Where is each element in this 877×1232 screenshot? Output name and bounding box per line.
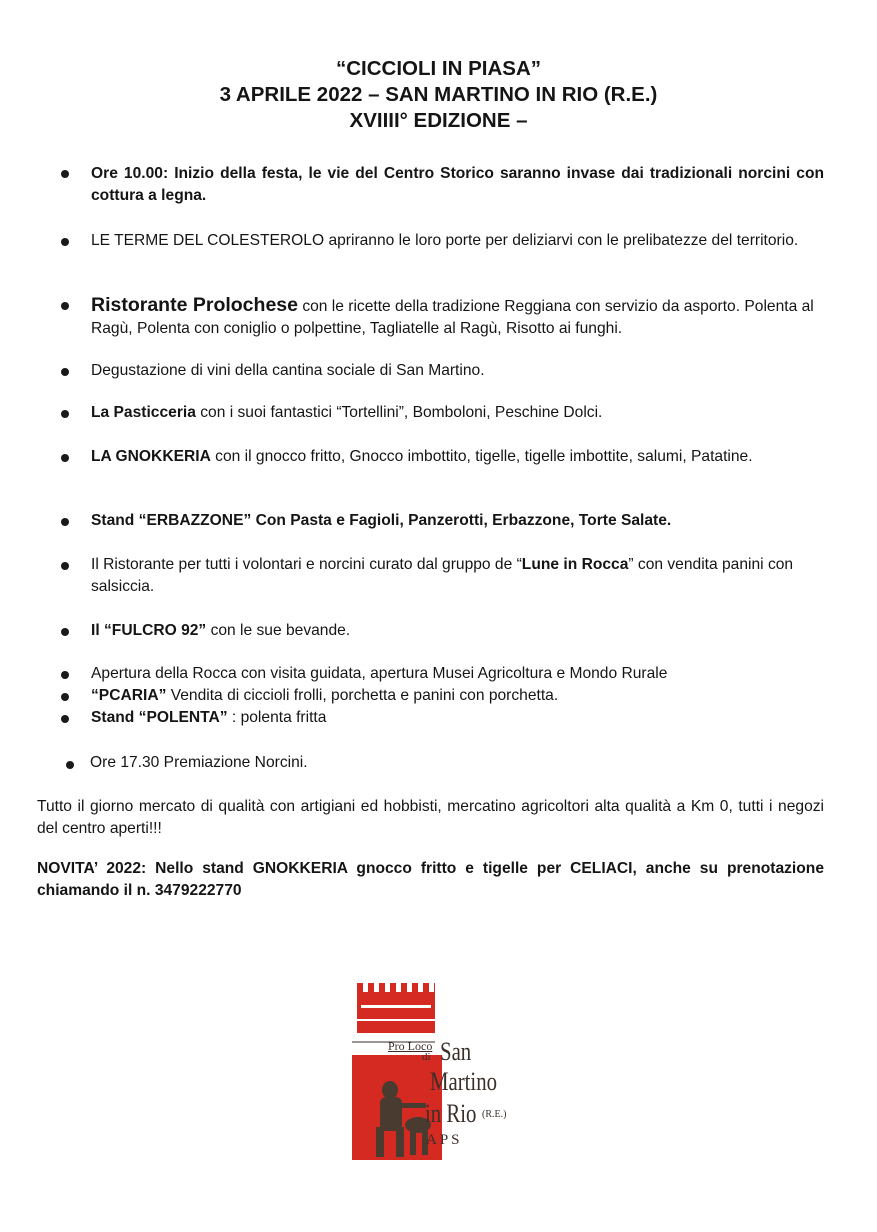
list-item-ristorante [91,294,824,340]
logo-pro-loco: Pro Loco [388,1039,433,1053]
item-text: Ore 17.30 Premiazione Norcini. [90,754,308,771]
bullet-4 [61,368,69,376]
market-paragraph [37,796,824,840]
item-title: LA GNOKKERIA [91,448,211,465]
list-item-premiazione [90,752,823,774]
logo-aps: APS [426,1132,463,1148]
list-item-rocca [91,663,824,685]
logo-re: (R.E.) [482,1109,507,1120]
logo-di: di [422,1051,431,1063]
item-title: Lune in Rocca [521,556,629,573]
bullet-5 [61,410,69,418]
item-text: Il Ristorante per tutti i volontari e norcini curato dal gruppo de “ [91,556,522,573]
item-text: Ore 10.00: Inizio della festa, le vie del Centro Storico saranno invase dai tradizionali norcini con cottura a legna. [91,165,824,204]
logo-san: San [440,1037,472,1066]
event-date-location: 3 APRILE 2022 – SAN MARTINO IN RIO (R.E.) [219,83,658,106]
logo-in-rio: in Rio [425,1099,477,1128]
item-text: con le sue bevande. [206,622,351,639]
event-edition: XVIIII° EDIZIONE – [349,109,528,132]
item-text-end: ” con vendita panini con salsiccia. [91,556,794,595]
bullet-7 [61,518,69,526]
bullet-3 [61,302,69,310]
item-title: “PCARIA” [91,687,167,704]
item-title: Il “FULCRO 92” [91,622,207,639]
list-item-pasticceria [91,402,824,424]
market-text: Tutto il giorno mercato di qualità con artigiani ed hobbisti, mercatino agricoltori alta qualità a Km 0, tutti i negozi del centro aperti!!! [37,798,824,837]
item-text: Vendita di ciccioli frolli, porchetta e panini con porchetta. [166,687,559,704]
list-item-degustazione [91,360,824,382]
item-text: Apertura della Rocca con visita guidata, apertura Musei Agricoltura e Mondo Rurale [91,665,668,682]
list-item-ristorante-volontari [91,554,824,598]
bullet-1 [61,170,69,178]
novita-paragraph [37,858,824,902]
item-text: LE TERME DEL COLESTEROLO apriranno le loro porte per deliziarvi con le prelibatezze del territorio. [91,232,799,249]
item-text: con le ricette della tradizione Reggiana con servizio da asporto. Polenta al Ragù, Polenta con coniglio o polpettine, Tagliatelle al Ragù, Risotto ai funghi. [91,298,814,337]
bullet-13 [66,761,74,769]
list-item-opening [91,163,824,207]
list-item-polenta [91,707,824,729]
item-text: con i suoi fantastici “Tortellini”, Bomboloni, Peschine Dolci. [195,404,603,421]
item-title: Ristorante Prolochese [91,294,298,316]
list-item-gnokkeria [91,446,824,468]
item-text: : polenta fritta [227,709,327,726]
item-text: Degustazione di vini della cantina sociale di San Martino. [91,362,485,379]
list-item-fulcro [91,620,824,642]
logo-arches [361,1005,431,1008]
item-text: Stand “ERBAZZONE” Con Pasta e Fagioli, Panzerotti, Erbazzone, Torte Salate. [91,512,672,529]
event-title: “CICCIOLI IN PIASA” [335,57,541,80]
list-item-erbazzone [91,510,824,532]
list-item-pcaria [91,685,824,707]
bullet-12 [61,715,69,723]
item-title: La Pasticceria [91,404,196,421]
logo-martino: Martino [430,1067,498,1096]
item-title: Stand “POLENTA” [91,709,228,726]
bullet-6 [61,454,69,462]
novita-text: NOVITA’ 2022: Nello stand GNOKKERIA gnocco fritto e tigelle per CELIACI, anche su prenotazione chiamando il n. 3479222770 [37,860,824,899]
item-text: con il gnocco fritto, Gnocco imbottito, tigelle, tigelle imbottite, salumi, Patatine. [210,448,753,465]
bullet-2 [61,238,69,246]
page-header [0,56,877,134]
bullet-11 [61,693,69,701]
pro-loco-logo [330,975,530,1165]
list-item-terme [91,230,824,252]
bullet-10 [61,671,69,679]
bullet-8 [61,562,69,570]
bullet-9 [61,628,69,636]
